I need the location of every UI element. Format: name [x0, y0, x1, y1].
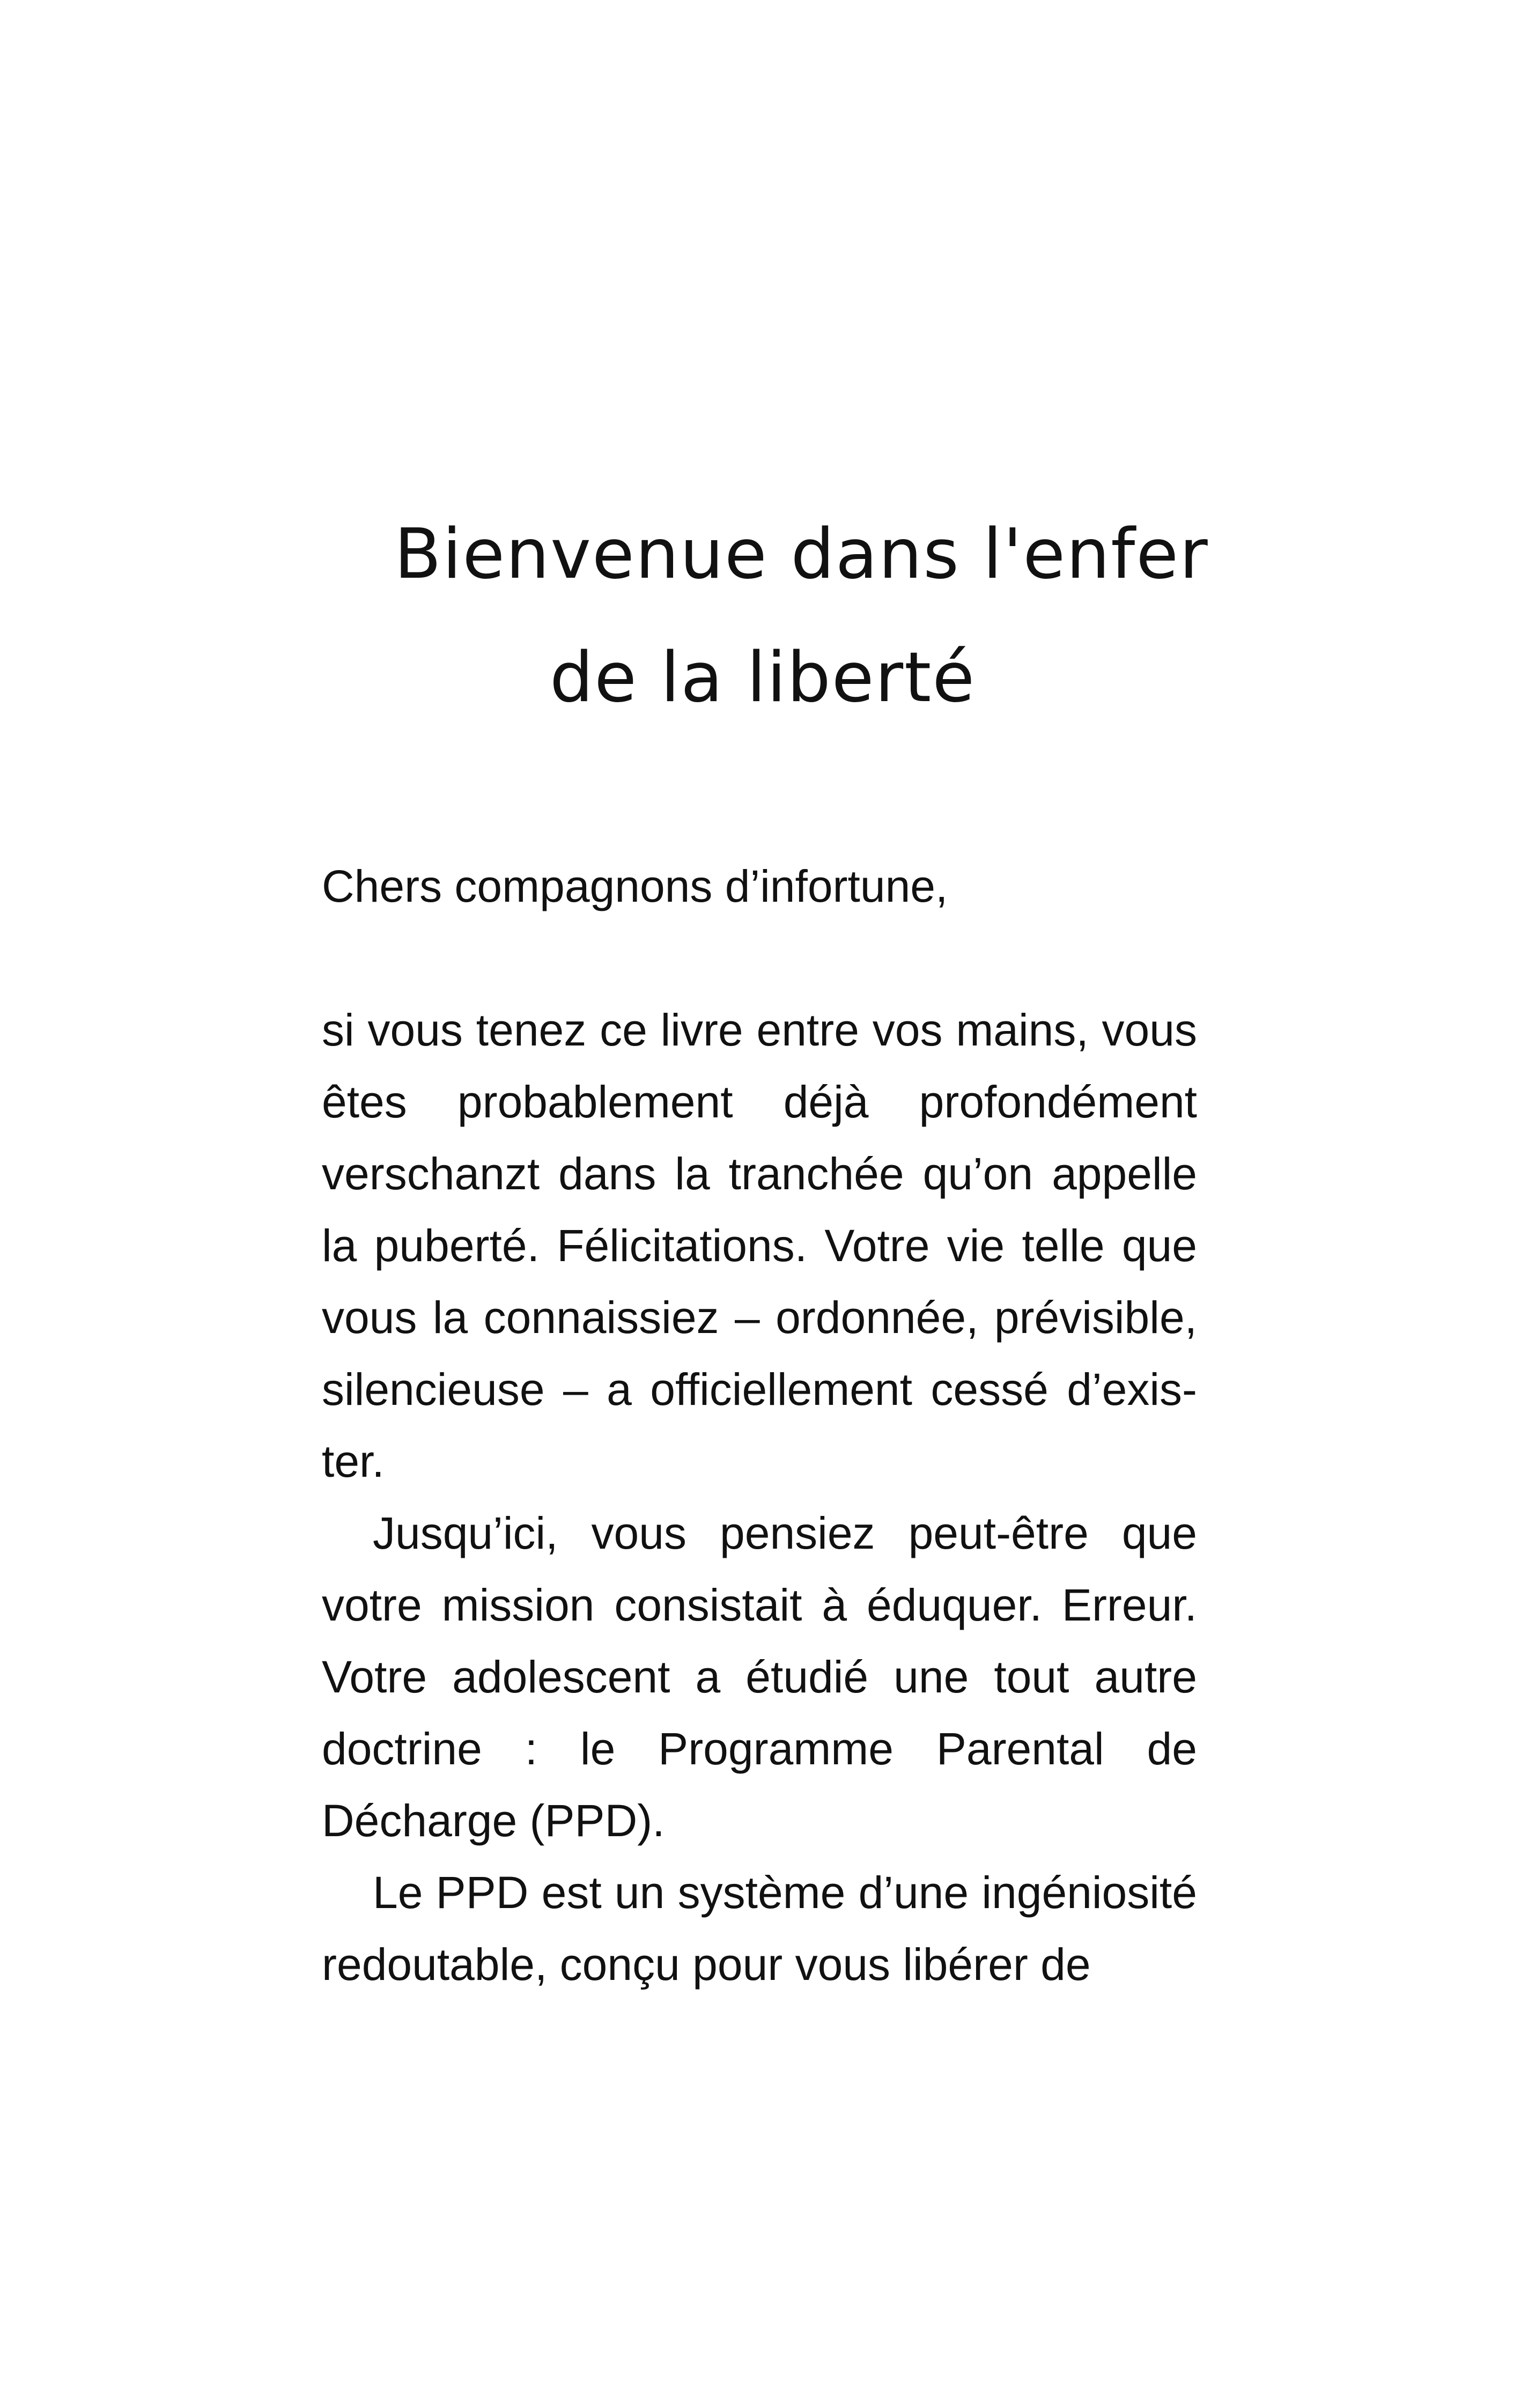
paragraph-1: si vous tenez ce livre entre vos mains, vous êtes probablement déjà profondément verschanzt dans la tranchée qu’on appelle la puberté. Félicitations. Votre vie telle que vous la connaissiez – ordonnée, prévisible, silencieuse – a officiellement cessé d’exister. [322, 1005, 1197, 1486]
chapter-title-line-2: de la liberté [550, 638, 976, 718]
paragraph-2: Jusqu’ici, vous pensiez peut-être que votre mission consistait à éduquer. Erreur. Votre adolescent a étudié une tout autre doctrine : le Programme Parental de Décharge (PPD). [322, 1508, 1197, 1846]
chapter-title-line-1: Bienvenue dans l'enfer [394, 514, 1209, 594]
salutation: Chers compagnons d’infortune, [322, 861, 948, 911]
paragraph-3: Le PPD est un système d’une ingéniosité redoutable, conçu pour vous libérer de [322, 1867, 1197, 1990]
body-text [322, 850, 1197, 2000]
